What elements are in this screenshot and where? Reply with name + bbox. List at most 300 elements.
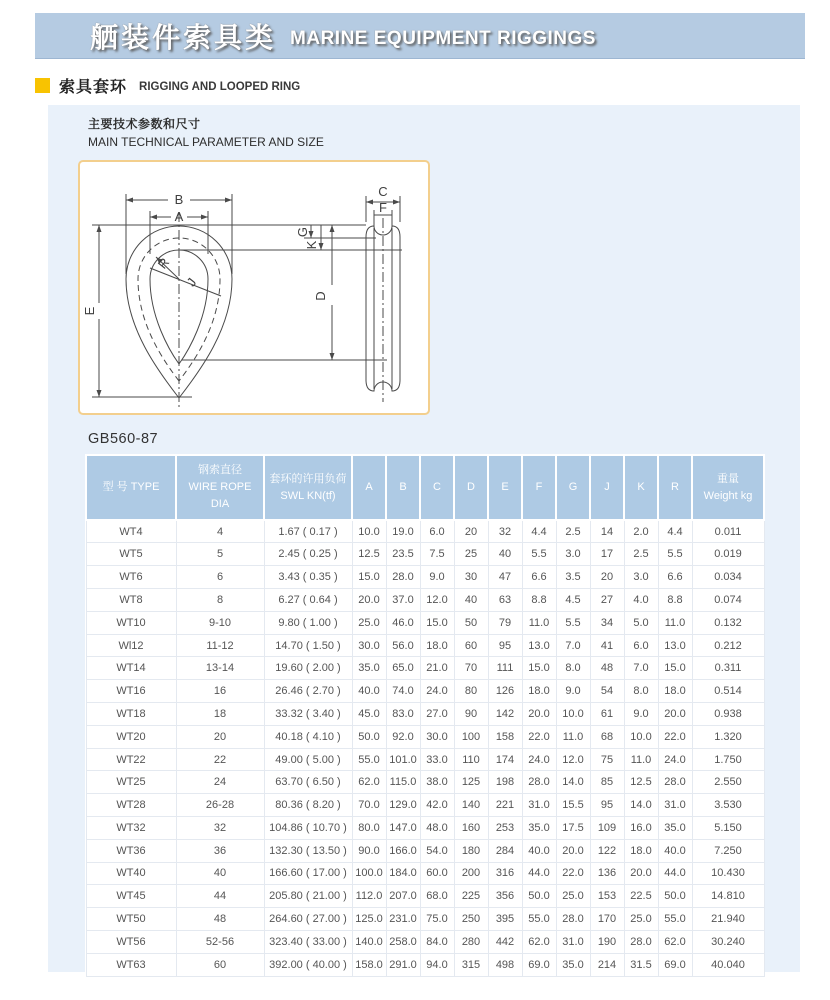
table-cell: 8 <box>176 589 264 612</box>
column-header: F <box>522 455 556 520</box>
table-cell: 11.0 <box>658 611 692 634</box>
section-header <box>35 74 300 97</box>
table-cell: 10.0 <box>556 703 590 726</box>
table-cell: 115.0 <box>386 771 420 794</box>
table-cell: 140 <box>454 794 488 817</box>
dim-label-r: R <box>154 254 173 272</box>
table-cell: 12.0 <box>556 748 590 771</box>
table-cell: 27 <box>590 589 624 612</box>
table-cell: 14.0 <box>624 794 658 817</box>
table-cell: 6.6 <box>522 566 556 589</box>
table-cell: WT22 <box>86 748 176 771</box>
table-cell: 19.0 <box>386 520 420 543</box>
table-cell: 85 <box>590 771 624 794</box>
table-cell: 24.0 <box>420 680 454 703</box>
table-cell: 28.0 <box>556 908 590 931</box>
table-cell: 5.0 <box>624 611 658 634</box>
table-cell: 49.00 ( 5.00 ) <box>264 748 352 771</box>
table-cell: 40.0 <box>658 839 692 862</box>
table-row <box>86 703 764 726</box>
table-row <box>86 611 764 634</box>
table-cell: 166.0 <box>386 839 420 862</box>
table-cell: 80 <box>454 680 488 703</box>
table-cell: 24.0 <box>522 748 556 771</box>
table-cell: 45.0 <box>352 703 386 726</box>
table-cell: 20.0 <box>624 862 658 885</box>
dim-label-j: J <box>183 275 200 290</box>
table-cell: 36 <box>176 839 264 862</box>
table-cell: 15.0 <box>658 657 692 680</box>
table-cell: 205.80 ( 21.00 ) <box>264 885 352 908</box>
column-header: D <box>454 455 488 520</box>
table-cell: 20 <box>590 566 624 589</box>
banner-title-en: MARINE EQUIPMENT RIGGINGS <box>290 28 596 49</box>
table-cell: 4.5 <box>556 589 590 612</box>
table-cell: 22.0 <box>658 725 692 748</box>
table-cell: 100 <box>454 725 488 748</box>
table-cell: 40.0 <box>352 680 386 703</box>
column-header: 重量 Weight kg <box>692 455 764 520</box>
table-cell: 6.0 <box>624 634 658 657</box>
table-cell: 225 <box>454 885 488 908</box>
table-cell: 62.0 <box>352 771 386 794</box>
table-cell: 498 <box>488 953 522 976</box>
table-cell: 34 <box>590 611 624 634</box>
table-cell: 15.0 <box>352 566 386 589</box>
table-cell: 46.0 <box>386 611 420 634</box>
table-cell: 5.5 <box>556 611 590 634</box>
table-cell: 9-10 <box>176 611 264 634</box>
table-cell: 90.0 <box>352 839 386 862</box>
table-cell: 250 <box>454 908 488 931</box>
table-cell: 10.0 <box>624 725 658 748</box>
table-cell: 13-14 <box>176 657 264 680</box>
table-cell: 16 <box>176 680 264 703</box>
content-panel <box>48 105 800 972</box>
table-cell: 11-12 <box>176 634 264 657</box>
table-cell: 14.70 ( 1.50 ) <box>264 634 352 657</box>
table-cell: 11.0 <box>522 611 556 634</box>
table-cell: 69.0 <box>522 953 556 976</box>
table-cell: 2.5 <box>624 543 658 566</box>
table-cell: WT36 <box>86 839 176 862</box>
table-cell: 3.5 <box>556 566 590 589</box>
table-cell: 40.0 <box>522 839 556 862</box>
table-cell: 158 <box>488 725 522 748</box>
table-cell: 40 <box>454 589 488 612</box>
table-cell: 207.0 <box>386 885 420 908</box>
table-cell: 0.514 <box>692 680 764 703</box>
column-header: 型 号 TYPE <box>86 455 176 520</box>
table-row <box>86 725 764 748</box>
table-cell: 31.0 <box>658 794 692 817</box>
table-cell: 174 <box>488 748 522 771</box>
table-cell: 0.019 <box>692 543 764 566</box>
table-cell: 0.938 <box>692 703 764 726</box>
table-cell: 42.0 <box>420 794 454 817</box>
table-cell: 20.0 <box>658 703 692 726</box>
table-cell: WT10 <box>86 611 176 634</box>
table-cell: 14.810 <box>692 885 764 908</box>
table-cell: 170 <box>590 908 624 931</box>
table-row <box>86 748 764 771</box>
table-row <box>86 566 764 589</box>
table-cell: 54.0 <box>420 839 454 862</box>
table-cell: 142 <box>488 703 522 726</box>
tech-heading-en: MAIN TECHNICAL PARAMETER AND SIZE <box>88 135 324 149</box>
table-cell: 258.0 <box>386 930 420 953</box>
table-cell: 27.0 <box>420 703 454 726</box>
table-cell: 147.0 <box>386 817 420 840</box>
dim-label-a: A <box>174 209 184 224</box>
yellow-square-marker <box>35 78 50 93</box>
table-cell: 55.0 <box>522 908 556 931</box>
table-cell: 101.0 <box>386 748 420 771</box>
table-cell: 19.60 ( 2.00 ) <box>264 657 352 680</box>
table-cell: 3.0 <box>624 566 658 589</box>
table-cell: 48.0 <box>420 817 454 840</box>
table-cell: 442 <box>488 930 522 953</box>
table-cell: 40 <box>488 543 522 566</box>
table-cell: 109 <box>590 817 624 840</box>
table-cell: 9.0 <box>556 680 590 703</box>
table-cell: 25 <box>454 543 488 566</box>
dim-label-g: G <box>295 226 310 238</box>
table-cell: 80.0 <box>352 817 386 840</box>
thimble-dimension-diagram <box>80 162 428 413</box>
table-cell: 184.0 <box>386 862 420 885</box>
table-cell: 395 <box>488 908 522 931</box>
table-cell: WT50 <box>86 908 176 931</box>
table-cell: 4.4 <box>522 520 556 543</box>
table-cell: 44.0 <box>522 862 556 885</box>
table-cell: 65.0 <box>386 657 420 680</box>
table-cell: 8.8 <box>658 589 692 612</box>
table-cell: 28.0 <box>522 771 556 794</box>
table-cell: 104.86 ( 10.70 ) <box>264 817 352 840</box>
table-cell: WT20 <box>86 725 176 748</box>
table-cell: 60 <box>454 634 488 657</box>
table-cell: 7.250 <box>692 839 764 862</box>
section-title-en: RIGGING AND LOOPED RING <box>139 81 301 93</box>
spec-table-header-row <box>86 455 764 520</box>
table-cell: 69.0 <box>658 953 692 976</box>
table-cell: 54 <box>590 680 624 703</box>
table-cell: 15.5 <box>556 794 590 817</box>
table-cell: 37.0 <box>386 589 420 612</box>
column-header: 钢索直径 WIRE ROPE DIA <box>176 455 264 520</box>
table-cell: 35.0 <box>556 953 590 976</box>
table-cell: 125 <box>454 771 488 794</box>
table-cell: 214 <box>590 953 624 976</box>
table-cell: 44.0 <box>658 862 692 885</box>
table-cell: 55.0 <box>658 908 692 931</box>
table-cell: 28.0 <box>658 771 692 794</box>
table-row <box>86 543 764 566</box>
table-cell: 315 <box>454 953 488 976</box>
table-cell: 40.18 ( 4.10 ) <box>264 725 352 748</box>
tech-parameter-heading <box>88 115 800 151</box>
table-cell: 6.0 <box>420 520 454 543</box>
table-cell: 23.5 <box>386 543 420 566</box>
table-cell: 9.0 <box>420 566 454 589</box>
standard-code: GB560-87 <box>88 431 159 447</box>
table-row <box>86 657 764 680</box>
banner-title-zh: 舾装件索具类 <box>90 21 277 53</box>
table-row <box>86 634 764 657</box>
table-cell: 30 <box>454 566 488 589</box>
table-cell: 392.00 ( 40.00 ) <box>264 953 352 976</box>
table-cell: 24 <box>176 771 264 794</box>
table-cell: 90 <box>454 703 488 726</box>
table-row <box>86 908 764 931</box>
table-cell: 17.5 <box>556 817 590 840</box>
table-cell: 4.0 <box>624 589 658 612</box>
column-header: B <box>386 455 420 520</box>
page-banner <box>35 13 805 59</box>
table-cell: 6 <box>176 566 264 589</box>
table-cell: 132.30 ( 13.50 ) <box>264 839 352 862</box>
table-cell: Wl12 <box>86 634 176 657</box>
table-cell: 50.0 <box>658 885 692 908</box>
table-cell: 28.0 <box>624 930 658 953</box>
table-cell: 38.0 <box>420 771 454 794</box>
table-cell: 60 <box>176 953 264 976</box>
table-cell: WT16 <box>86 680 176 703</box>
dim-label-k: K <box>304 240 319 250</box>
table-cell: 48 <box>590 657 624 680</box>
table-cell: 125.0 <box>352 908 386 931</box>
table-cell: 323.40 ( 33.00 ) <box>264 930 352 953</box>
table-cell: 20.0 <box>556 839 590 862</box>
table-cell: 79 <box>488 611 522 634</box>
table-cell: 22.5 <box>624 885 658 908</box>
table-cell: 3.530 <box>692 794 764 817</box>
table-cell: 280 <box>454 930 488 953</box>
table-cell: 20.0 <box>522 703 556 726</box>
table-cell: 9.0 <box>624 703 658 726</box>
table-cell: 316 <box>488 862 522 885</box>
table-cell: 75 <box>590 748 624 771</box>
column-header: C <box>420 455 454 520</box>
table-cell: 10.0 <box>352 520 386 543</box>
table-cell: 7.0 <box>624 657 658 680</box>
table-cell: 70.0 <box>352 794 386 817</box>
table-cell: 253 <box>488 817 522 840</box>
table-cell: 6.27 ( 0.64 ) <box>264 589 352 612</box>
table-cell: 55.0 <box>352 748 386 771</box>
dim-label-f: F <box>379 200 387 215</box>
table-cell: 0.034 <box>692 566 764 589</box>
table-cell: 1.320 <box>692 725 764 748</box>
table-row <box>86 817 764 840</box>
table-cell: 61 <box>590 703 624 726</box>
table-cell: WT8 <box>86 589 176 612</box>
table-cell: 94.0 <box>420 953 454 976</box>
table-cell: 3.0 <box>556 543 590 566</box>
table-cell: 264.60 ( 27.00 ) <box>264 908 352 931</box>
table-cell: 5.150 <box>692 817 764 840</box>
table-cell: 2.0 <box>624 520 658 543</box>
table-cell: 68 <box>590 725 624 748</box>
table-cell: 92.0 <box>386 725 420 748</box>
table-cell: 7.0 <box>556 634 590 657</box>
table-cell: 50.0 <box>352 725 386 748</box>
table-cell: 291.0 <box>386 953 420 976</box>
table-cell: 74.0 <box>386 680 420 703</box>
table-cell: WT25 <box>86 771 176 794</box>
table-cell: 31.5 <box>624 953 658 976</box>
table-cell: 41 <box>590 634 624 657</box>
table-row <box>86 520 764 543</box>
table-cell: 52-56 <box>176 930 264 953</box>
column-header: E <box>488 455 522 520</box>
table-cell: 31.0 <box>556 930 590 953</box>
table-cell: WT18 <box>86 703 176 726</box>
table-cell: 126 <box>488 680 522 703</box>
section-title-zh: 索具套环 <box>59 79 128 96</box>
table-cell: 48 <box>176 908 264 931</box>
table-cell: 30.0 <box>352 634 386 657</box>
table-cell: WT32 <box>86 817 176 840</box>
table-cell: 25.0 <box>352 611 386 634</box>
table-cell: 111 <box>488 657 522 680</box>
table-cell: 11.0 <box>624 748 658 771</box>
table-cell: 40 <box>176 862 264 885</box>
table-cell: 83.0 <box>386 703 420 726</box>
table-cell: 25.0 <box>556 885 590 908</box>
table-cell: 10.430 <box>692 862 764 885</box>
table-cell: 160 <box>454 817 488 840</box>
table-cell: 62.0 <box>522 930 556 953</box>
column-header: 套环的许用负荷 SWL KN(tf) <box>264 455 352 520</box>
table-cell: WT14 <box>86 657 176 680</box>
table-cell: 13.0 <box>658 634 692 657</box>
dim-label-b: B <box>174 192 184 207</box>
table-row <box>86 953 764 976</box>
table-cell: WT45 <box>86 885 176 908</box>
table-cell: 180 <box>454 839 488 862</box>
table-row <box>86 771 764 794</box>
table-cell: 190 <box>590 930 624 953</box>
dim-label-d: D <box>313 291 328 301</box>
table-row <box>86 589 764 612</box>
table-cell: 22.0 <box>556 862 590 885</box>
dim-label-e: E <box>82 306 97 316</box>
table-cell: 26-28 <box>176 794 264 817</box>
table-cell: 50 <box>454 611 488 634</box>
table-cell: 1.750 <box>692 748 764 771</box>
table-cell: 7.5 <box>420 543 454 566</box>
table-cell: 35.0 <box>522 817 556 840</box>
table-cell: 33.0 <box>420 748 454 771</box>
column-header: R <box>658 455 692 520</box>
table-cell: 30.240 <box>692 930 764 953</box>
table-cell: 158.0 <box>352 953 386 976</box>
table-cell: 5 <box>176 543 264 566</box>
table-cell: 129.0 <box>386 794 420 817</box>
table-cell: 20 <box>176 725 264 748</box>
table-cell: 5.5 <box>658 543 692 566</box>
table-cell: 32 <box>488 520 522 543</box>
table-cell: 62.0 <box>658 930 692 953</box>
table-cell: 95 <box>488 634 522 657</box>
table-cell: 75.0 <box>420 908 454 931</box>
table-cell: 35.0 <box>658 817 692 840</box>
table-cell: 0.074 <box>692 589 764 612</box>
table-cell: 63.70 ( 6.50 ) <box>264 771 352 794</box>
table-cell: 3.43 ( 0.35 ) <box>264 566 352 589</box>
table-cell: 47 <box>488 566 522 589</box>
table-cell: 18 <box>176 703 264 726</box>
dimension-diagram-box <box>78 160 430 415</box>
table-cell: 12.5 <box>352 543 386 566</box>
table-cell: 35.0 <box>352 657 386 680</box>
table-cell: 84.0 <box>420 930 454 953</box>
table-row <box>86 930 764 953</box>
table-cell: 32 <box>176 817 264 840</box>
table-cell: 33.32 ( 3.40 ) <box>264 703 352 726</box>
table-cell: 6.6 <box>658 566 692 589</box>
table-cell: 4.4 <box>658 520 692 543</box>
table-cell: 4 <box>176 520 264 543</box>
table-cell: 14.0 <box>556 771 590 794</box>
table-row <box>86 794 764 817</box>
table-cell: 95 <box>590 794 624 817</box>
table-cell: 40.040 <box>692 953 764 976</box>
table-cell: 100.0 <box>352 862 386 885</box>
table-cell: 22.0 <box>522 725 556 748</box>
table-cell: 12.5 <box>624 771 658 794</box>
table-cell: 15.0 <box>420 611 454 634</box>
table-cell: 22 <box>176 748 264 771</box>
table-row <box>86 885 764 908</box>
table-cell: 122 <box>590 839 624 862</box>
table-cell: 153 <box>590 885 624 908</box>
table-cell: 11.0 <box>556 725 590 748</box>
table-row <box>86 839 764 862</box>
table-cell: WT4 <box>86 520 176 543</box>
table-cell: 80.36 ( 8.20 ) <box>264 794 352 817</box>
table-cell: 16.0 <box>624 817 658 840</box>
table-cell: 20 <box>454 520 488 543</box>
table-cell: 70 <box>454 657 488 680</box>
table-cell: 198 <box>488 771 522 794</box>
table-cell: 2.550 <box>692 771 764 794</box>
spec-table-body <box>86 520 764 976</box>
table-cell: 112.0 <box>352 885 386 908</box>
table-cell: 356 <box>488 885 522 908</box>
table-cell: 110 <box>454 748 488 771</box>
table-cell: 0.311 <box>692 657 764 680</box>
table-cell: 18.0 <box>522 680 556 703</box>
table-cell: 0.011 <box>692 520 764 543</box>
table-cell: 1.67 ( 0.17 ) <box>264 520 352 543</box>
table-cell: 0.132 <box>692 611 764 634</box>
dim-label-c: C <box>378 184 388 199</box>
spec-table <box>85 454 765 977</box>
table-cell: 50.0 <box>522 885 556 908</box>
table-cell: WT28 <box>86 794 176 817</box>
table-cell: 284 <box>488 839 522 862</box>
table-cell: 8.0 <box>556 657 590 680</box>
table-cell: 24.0 <box>658 748 692 771</box>
table-cell: 0.212 <box>692 634 764 657</box>
table-row <box>86 862 764 885</box>
table-cell: 8.0 <box>624 680 658 703</box>
table-cell: 31.0 <box>522 794 556 817</box>
column-header: J <box>590 455 624 520</box>
